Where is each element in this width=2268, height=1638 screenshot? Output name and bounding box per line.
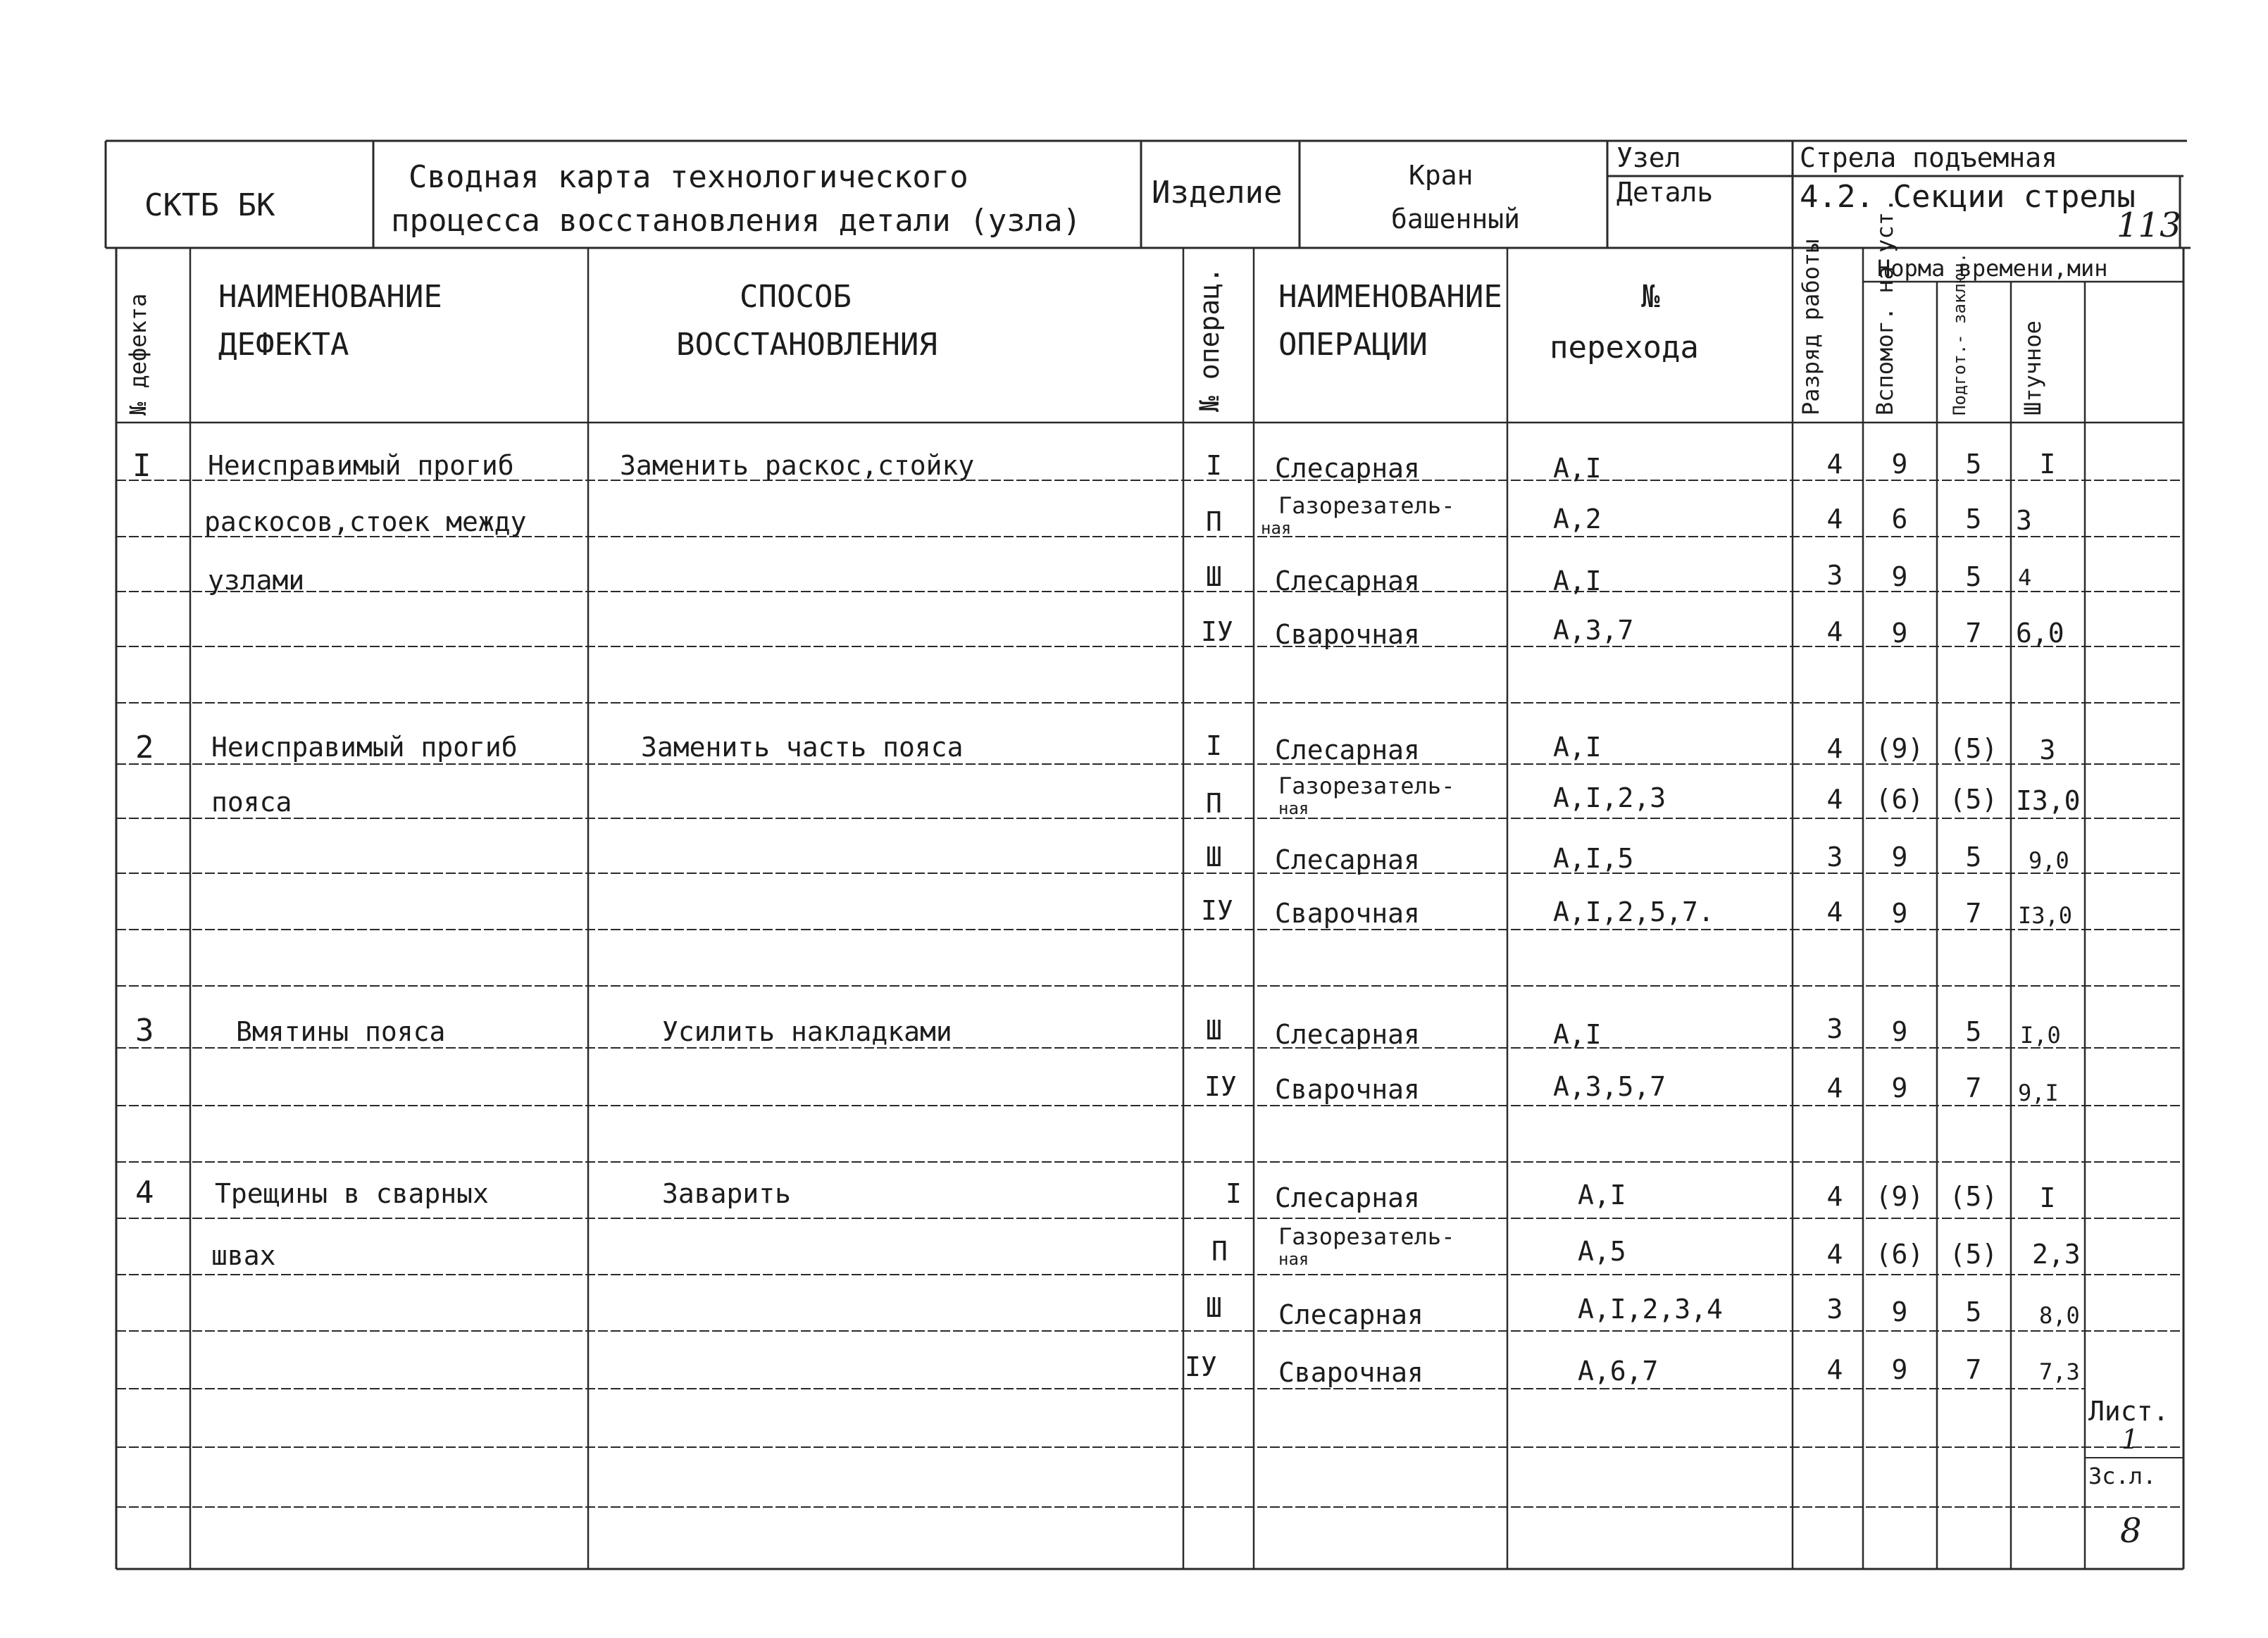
- node-value: Стрела подъемная: [1800, 142, 2058, 173]
- prep-time: 5: [1965, 1296, 1982, 1327]
- work-grade: 4: [1826, 504, 1843, 534]
- defect-name: Трещины в сварных: [215, 1178, 489, 1209]
- col-defect-name-line2: ДЕФЕКТА: [218, 327, 349, 363]
- transition-number: А,I: [1553, 453, 1602, 484]
- work-grade: 3: [1826, 1294, 1843, 1325]
- operation-name: Слесарная: [1278, 1299, 1423, 1330]
- operation-number: IУ: [1185, 1351, 1217, 1382]
- work-grade: 3: [1826, 560, 1843, 591]
- card-title-line1: Сводная карта технологического: [409, 159, 968, 195]
- operation-name: Слесарная: [1275, 453, 1420, 484]
- col-piece-time: Штучное: [2019, 320, 2046, 415]
- col-norm-header: Норма времени,мин: [1877, 255, 2108, 282]
- prep-time: 5: [1965, 1016, 1982, 1047]
- defect-number: 3: [135, 1013, 154, 1049]
- piece-time: 8,0: [2039, 1302, 2080, 1329]
- operation-name: Сварочная: [1275, 898, 1420, 929]
- sheets-count: 8: [2120, 1511, 2142, 1551]
- operation-number: Ш: [1206, 1015, 1222, 1046]
- aux-time: 9: [1891, 1016, 1908, 1047]
- defect-name: Неисправимый прогиб: [208, 450, 514, 481]
- transition-number: А,I: [1553, 565, 1602, 596]
- work-grade: 4: [1826, 616, 1843, 647]
- work-grade: 4: [1826, 449, 1843, 480]
- aux-time: 9: [1891, 449, 1908, 480]
- piece-time: 3: [2016, 505, 2032, 536]
- operation-name: Сварочная: [1275, 619, 1420, 650]
- prep-time: (5): [1949, 1181, 1998, 1212]
- aux-time: 9: [1891, 618, 1908, 649]
- piece-time: 2,3: [2032, 1239, 2081, 1270]
- product-value-line1: Кран: [1409, 160, 1473, 191]
- sheet-label: Лист.: [2088, 1396, 2169, 1427]
- aux-time: (9): [1875, 733, 1924, 764]
- operation-name: Газорезатель-: [1278, 492, 1455, 519]
- work-grade: 4: [1826, 784, 1843, 815]
- col-oper-name-line2: ОПЕРАЦИИ: [1278, 327, 1428, 363]
- org-name: СКТБ БК: [144, 187, 275, 223]
- piece-time: I: [2039, 1182, 2056, 1213]
- operation-number: Ш: [1206, 561, 1222, 592]
- piece-time: I: [2039, 449, 2056, 480]
- aux-time: 9: [1891, 1354, 1908, 1385]
- work-grade: 4: [1826, 1239, 1843, 1270]
- defect-name: швах: [211, 1240, 276, 1271]
- aux-time: 9: [1891, 1296, 1908, 1327]
- transition-number: А,I: [1553, 732, 1602, 763]
- defect-number: 2: [135, 730, 154, 765]
- col-method-line2: ВОССТАНОВЛЕНИЯ: [676, 327, 937, 363]
- defect-name: раскосов,стоек между: [204, 506, 527, 537]
- operation-number: IУ: [1201, 616, 1233, 647]
- piece-time: 9,0: [2029, 847, 2069, 874]
- prep-time: 7: [1965, 1073, 1982, 1104]
- card-title-line2: процесса восстановления детали (узла): [391, 203, 1082, 239]
- product-value-line2: башенный: [1391, 204, 1521, 235]
- aux-time: 6: [1891, 504, 1908, 534]
- operation-number: П: [1211, 1236, 1228, 1267]
- operation-name: Слесарная: [1275, 1019, 1420, 1050]
- col-defect-name-line1: НАИМЕНОВАНИЕ: [218, 279, 442, 315]
- piece-time: 7,3: [2039, 1358, 2080, 1385]
- operation-name: Слесарная: [1275, 734, 1420, 765]
- work-grade: 4: [1826, 1181, 1843, 1212]
- operation-number: IУ: [1204, 1071, 1237, 1102]
- transition-number: А,3,5,7: [1553, 1071, 1666, 1102]
- col-oper-no: № операц.: [1194, 267, 1225, 412]
- aux-time: (6): [1875, 1239, 1924, 1270]
- operation-number: П: [1206, 788, 1222, 819]
- aux-time: (9): [1875, 1181, 1924, 1212]
- defect-number: 4: [135, 1175, 154, 1211]
- piece-time: I3,0: [2016, 785, 2081, 816]
- work-grade: 4: [1826, 1354, 1843, 1385]
- transition-number: А,I,2,5,7.: [1553, 896, 1714, 927]
- prep-time: 7: [1965, 618, 1982, 649]
- operation-name: Газорезатель-: [1278, 773, 1455, 799]
- sheet-number: 1: [2121, 1424, 2139, 1455]
- aux-time: 9: [1891, 561, 1908, 592]
- col-oper-name-line1: НАИМЕНОВАНИЕ: [1278, 279, 1502, 315]
- prep-time: 7: [1965, 898, 1982, 929]
- operation-name-cont: ная: [1278, 799, 1309, 818]
- prep-time: 5: [1965, 504, 1982, 534]
- restoration-method: Заменить часть пояса: [641, 732, 964, 763]
- aux-time: (6): [1875, 784, 1924, 815]
- aux-time: 9: [1891, 1073, 1908, 1104]
- defect-name: Вмятины пояса: [236, 1016, 446, 1047]
- operation-name: Слесарная: [1275, 844, 1420, 875]
- work-grade: 4: [1826, 1073, 1843, 1104]
- defect-name: пояса: [211, 787, 292, 818]
- col-transition-line1: №: [1641, 279, 1660, 315]
- piece-time: I3,0: [2018, 902, 2073, 929]
- restoration-method: Заменить раскос,стойку: [620, 450, 975, 481]
- operation-name: Слесарная: [1275, 565, 1420, 596]
- prep-time: (5): [1949, 784, 1998, 815]
- node-label: Узел: [1616, 142, 1681, 173]
- col-method-line1: СПОСОБ: [740, 279, 852, 315]
- operation-name: Газорезатель-: [1278, 1223, 1455, 1250]
- prep-time: 5: [1965, 449, 1982, 480]
- aux-time: 9: [1891, 898, 1908, 929]
- transition-number: А,2: [1553, 504, 1602, 534]
- restoration-method: Заварить: [662, 1178, 792, 1209]
- transition-number: А,I,2,3,4: [1578, 1294, 1723, 1325]
- operation-number: Ш: [1206, 1292, 1222, 1323]
- defect-number: I: [132, 448, 151, 484]
- transition-number: А,I,5: [1553, 843, 1634, 874]
- transition-number: А,5: [1578, 1236, 1626, 1267]
- defect-name: узлами: [208, 565, 305, 596]
- col-grade: Разряд работы: [1797, 239, 1824, 415]
- detail-label: Деталь: [1616, 177, 1714, 208]
- operation-name-cont: ная: [1278, 1249, 1309, 1269]
- col-aux-time: Вспомог. на уст.: [1871, 198, 1898, 415]
- aux-time: 9: [1891, 842, 1908, 873]
- prep-time: 5: [1965, 842, 1982, 873]
- operation-name: Сварочная: [1275, 1074, 1420, 1105]
- detail-value: 4.2. Секции стрелы: [1800, 179, 2136, 215]
- operation-name: Слесарная: [1275, 1182, 1420, 1213]
- transition-number: А,I: [1553, 1019, 1602, 1050]
- col-defect-no: № дефекта: [125, 293, 151, 415]
- prep-time: (5): [1949, 733, 1998, 764]
- operation-number: I: [1226, 1178, 1242, 1209]
- transition-number: А,I: [1578, 1180, 1626, 1211]
- operation-number: IУ: [1201, 895, 1233, 926]
- operation-name-cont: ная: [1261, 518, 1292, 538]
- piece-time: 6,0: [2016, 618, 2064, 649]
- restoration-method: Усилить накладками: [662, 1016, 952, 1047]
- transition-number: А,I,2,3: [1553, 782, 1666, 813]
- transition-number: А,3,7: [1553, 615, 1634, 646]
- prep-time: 7: [1965, 1354, 1982, 1385]
- operation-number: П: [1206, 506, 1222, 537]
- operation-number: I: [1206, 730, 1222, 761]
- sheets-label: Зс.л.: [2088, 1463, 2157, 1489]
- piece-time: 9,I: [2018, 1080, 2059, 1106]
- prep-time: 5: [1965, 561, 1982, 592]
- work-grade: 3: [1826, 842, 1843, 873]
- work-grade: 4: [1826, 896, 1843, 927]
- piece-time: 4: [2018, 564, 2032, 591]
- work-grade: 3: [1826, 1013, 1843, 1044]
- piece-time: I,0: [2020, 1022, 2061, 1049]
- col-prep-time: Подгот.- заключ.: [1950, 252, 1969, 415]
- operation-number: Ш: [1206, 842, 1222, 873]
- defect-name: Неисправимый прогиб: [211, 732, 518, 763]
- operation-number: I: [1206, 450, 1222, 481]
- operation-name: Сварочная: [1278, 1357, 1423, 1388]
- piece-time: 3: [2039, 734, 2056, 765]
- transition-number: А,6,7: [1578, 1356, 1659, 1387]
- work-grade: 4: [1826, 733, 1843, 764]
- handwritten-page-number: 113: [2117, 206, 2181, 245]
- product-label: Изделие: [1152, 175, 1283, 211]
- prep-time: (5): [1949, 1239, 1998, 1270]
- col-transition-line2: перехода: [1550, 330, 1699, 365]
